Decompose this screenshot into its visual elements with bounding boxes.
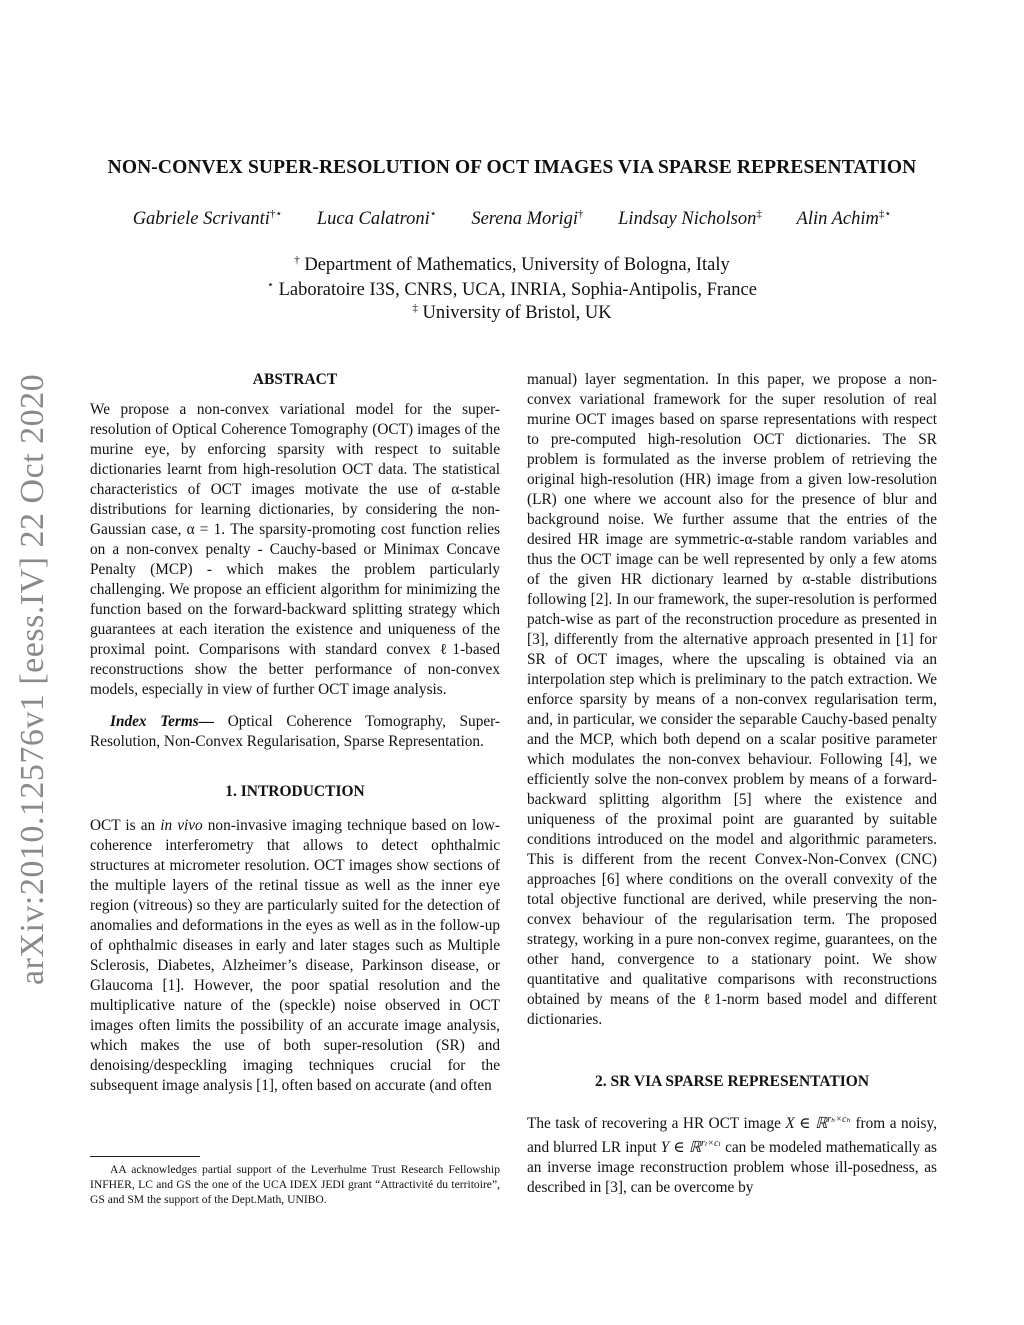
intro-text: non-invasive imaging technique based on low-coherence interferometry that allows to detect ophthalmic structures at micrometer resolution. OCT images show sections of the multiple layers of the retinal tissue as well as the inner eye region (vitreous) so they are particularly suited for the detection of anomalies and deformations in the eyes as well as in the follow-up of ophthalmic diseases in early and later stages such as Multiple Sclerosis, Diabetes, Alzheimer’s disease, Parkinson disease, or Glaucoma [1]. However, the poor spatial resolution and the multiplicative nature of the (speckle) noise observed in OCT images often limits the possibility of an accurate image analysis, which makes the use of both super-resolution (SR) and denoising/despeckling imaging techniques crucial for the subsequent image analysis [1], often based on accurate (and often	[90, 817, 500, 1094]
affiliation-text: University of Bristol, UK	[422, 303, 612, 324]
author-marks: †⋆	[269, 208, 283, 220]
author-marks: ⋆	[429, 208, 437, 220]
abstract-text: We propose a non-convex variational model for the super-resolution of Optical Coherence Tomography (OCT) images of the murine eye, by enforcing sparsity with respect to suitable dictionaries learnt from high-resolution OCT data. The statistical characteristics of OCT images motivate the use of α-stable distributions for learning dictionaries, by considering the non-Gaussian case, α = 1. The sparsity-promoting cost function relies on a non-convex penalty - Cauchy-based or Minimax Concave Penalty (MCP) - which makes the problem particularly challenging. We propose an efficient algorithm for minimizing the function based on the forward-backward splitting strategy which guarantees at each iteration the existence and uniqueness of the proximal point. Comparisons with standard convex ℓ1-based reconstructions show the better performance of non-convex models, especially in view of further OCT image analysis.	[90, 401, 500, 698]
author	[317, 209, 437, 229]
section2-heading: 2. SR VIA SPARSE REPRESENTATION	[594, 1073, 870, 1090]
index-terms-text: Optical Coherence Tomography, Super-Resolution, Non-Convex Regularisation, Sparse Representation.	[90, 713, 501, 750]
math-Y-dims: rₗ×cₗ	[701, 1138, 721, 1150]
intro-continuation: manual) layer segmentation. In this paper, we propose a non-convex variational framework for the super resolution of real murine OCT images based on sparse representations with respect to pre-computed high-resolution OCT dictionaries. The SR problem is formulated as the inverse problem of retrieving the original high-resolution (HR) image from a given low-resolution (LR) one where we account also for the presence of blur and background noise. We further assume that the entries of the desired HR image are symmetric-α-stable random variables and thus the OCT image can be well represented by only a few atoms of the given HR dictionary learned by α-stable distributions following [2]. In our framework, the super-resolution is performed patch-wise as part of the reconstruction procedure as presented in [3], differently from the alternative approach presented in [1] for SR of OCT images, where the upscaling is obtained via an interpolation step which is preliminary to the patch extraction. We enforce sparsity by means of a non-convex regularisation term, and, in particular, we consider the separable Cauchy-based penalty and the MCP, which both depend on a scalar positive parameter which modulates the non-convex behaviour. Following [4], we efficiently solve the non-convex problem by means of a forward-backward splitting algorithm [5] where the existence and uniqueness of the proximal point are guaranted by suitable conditions introduced on the model and algorithmic parameters. This is different from the recent Convex-Non-Convex (CNC) approaches [6] where conditions on the overall convexity of the total objective functional are derived, while preserving the non-convex behaviour of the regularisation term. The proposed strategy, working in a pure non-convex regime, guarantees, on the other hand, convergence to a stationary point. We show quantitative and qualitative comparisons with reconstructions obtained by means of the ℓ1-norm based model and different dictionaries.	[527, 371, 937, 1028]
section2-text: The task of recovering a HR OCT image	[527, 1115, 786, 1133]
right-column	[527, 370, 937, 1198]
author-marks: ‡	[756, 208, 762, 220]
author-marks: ‡⋆	[878, 208, 892, 220]
math-X: X ∈ ℝ	[785, 1115, 828, 1133]
author-name: Gabriele Scrivanti	[132, 209, 270, 230]
intro-emphasis: in vivo	[160, 817, 203, 834]
abstract-heading: ABSTRACT	[252, 371, 338, 388]
intro-text: OCT is an	[90, 817, 161, 834]
affiliation-mark: ‡	[412, 302, 418, 314]
intro-paragraph	[90, 816, 500, 1096]
author	[797, 209, 892, 229]
left-column	[90, 370, 500, 1096]
math-X-dims: rₕ×cₕ	[827, 1114, 851, 1125]
affiliation-mark: †	[294, 254, 300, 266]
affiliation	[0, 254, 1024, 276]
author	[471, 209, 583, 229]
author-name: Lindsay Nicholson	[618, 209, 757, 230]
paper-title: NON-CONVEX SUPER-RESOLUTION OF OCT IMAGES VIA SPARSE REPRESENTATION	[107, 157, 917, 178]
author-list	[0, 207, 1024, 230]
section2-text: can be modeled mathematically as an inverse image reconstruction problem whose ill-posedness, as described in [3], can be overcome by	[527, 1139, 937, 1197]
math-Y: Y ∈ ℝ	[660, 1139, 701, 1157]
author-marks: †	[578, 208, 584, 220]
section2-paragraph	[527, 1110, 937, 1198]
author	[618, 209, 762, 229]
affiliation-text: Department of Mathematics, University of Bologna, Italy	[304, 255, 730, 276]
author	[133, 209, 283, 229]
arxiv-identifier[interactable]: arXiv:2010.12576v1 [eess.IV] 22 Oct 2020	[14, 373, 51, 985]
intro-heading: 1. INTRODUCTION	[225, 783, 365, 800]
affiliation-text: Laboratoire I3S, CNRS, UCA, INRIA, Sophia-Antipolis, France	[278, 280, 757, 301]
author-name: Serena Morigi	[471, 209, 579, 230]
section2-text: from a noisy, and blurred LR input	[527, 1115, 937, 1157]
footnote-rule	[90, 1156, 200, 1157]
affiliation	[0, 278, 1024, 301]
index-terms-label: Index Terms—	[110, 713, 215, 730]
affiliation-mark: ⋆	[267, 279, 274, 291]
index-terms	[90, 712, 500, 752]
author-name: Alin Achim	[796, 209, 879, 230]
footnote: AA acknowledges partial support of the Leverhulme Trust Research Fellowship INFHER, LC and GS the one of the UCA IDEX JEDI grant “Attractivité du territoire”, GS and SM the support of the Dept.Math, UNIBO.	[90, 1163, 500, 1206]
author-name: Luca Calatroni	[316, 209, 430, 230]
affiliation	[0, 302, 1024, 324]
